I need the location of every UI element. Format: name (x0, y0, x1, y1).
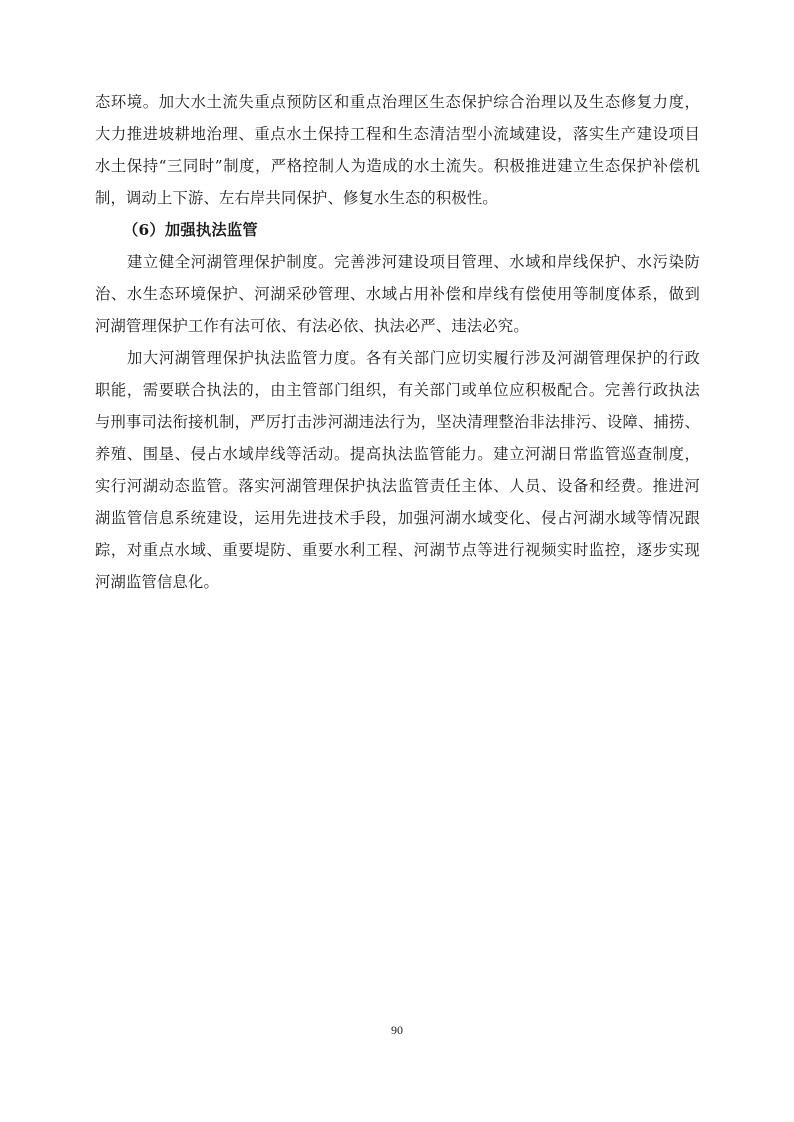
text-line: 实行河湖动态监管。落实河湖管理保护执法监管责任主体、人员、设备和经费。推进河 (95, 477, 700, 495)
paragraph-ecology (95, 86, 700, 214)
text-line: 大力推进坡耕地治理、重点水土保持工程和生态清洁型小流域建设，落实生产建设项目 (95, 125, 700, 143)
page-number: 90 (391, 1023, 403, 1037)
text-line: 治、水生态环境保护、河湖采砂管理、水域占用补偿和岸线有偿使用等制度体系，做到 (95, 285, 700, 303)
text-line: 踪，对重点水域、重要堤防、重要水利工程、河湖节点等进行视频实时监控，逐步实现 (95, 541, 700, 559)
text-line: 河湖监管信息化。 (95, 573, 219, 591)
text-line: 态环境。加大水土流失重点预防区和重点治理区生态保护综合治理以及生态修复力度， (95, 93, 700, 111)
text-line: 建立健全河湖管理保护制度。完善涉河建设项目管理、水域和岸线保护、水污染防 (127, 253, 700, 271)
document-page-body (95, 86, 700, 598)
text-line: 加大河湖管理保护执法监管力度。各有关部门应切实履行涉及河湖管理保护的行政 (127, 349, 700, 367)
paragraph-enforcement (95, 342, 700, 598)
section-heading: （6）加强执法监管 (123, 221, 258, 239)
text-line: 与刑事司法衔接机制，严厉打击涉河湖违法行为，坚决清理整治非法排污、设障、捕捞、 (95, 413, 700, 431)
text-line: 河湖管理保护工作有法可依、有法必依、执法必严、违法必究。 (95, 317, 529, 335)
text-line: 水土保持“三同时”制度，严格控制人为造成的水土流失。积极推进建立生态保护补偿机 (95, 157, 700, 175)
text-line: 养殖、围垦、侵占水域岸线等活动。提高执法监管能力。建立河湖日常监管巡查制度， (95, 445, 700, 463)
text-line: 职能，需要联合执法的，由主管部门组织，有关部门或单位应积极配合。完善行政执法 (95, 381, 700, 399)
text-line: 湖监管信息系统建设，运用先进技术手段，加强河湖水域变化、侵占河湖水域等情况跟 (95, 509, 700, 527)
paragraph-regulations (95, 246, 700, 342)
text-line: 制，调动上下游、左右岸共同保护、修复水生态的积极性。 (95, 189, 498, 207)
